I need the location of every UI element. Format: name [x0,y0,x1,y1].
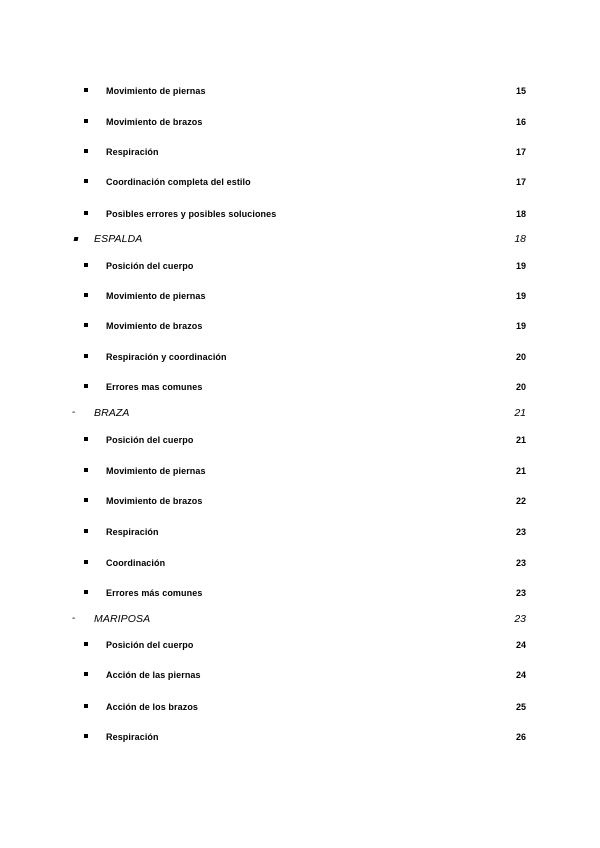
toc-page-number: 18 [514,233,526,245]
toc-item-row[interactable] [0,380,600,394]
toc-page-number: 19 [515,261,526,271]
toc-entry-label: Posición del cuerpo [106,435,194,445]
square-bullet-icon [84,529,88,533]
toc-page-number: 26 [515,732,526,742]
square-bullet-icon [84,293,88,297]
toc-item-row[interactable] [0,84,600,98]
square-bullet-icon [84,560,88,564]
square-bullet-icon [84,590,88,594]
toc-entry-label: BRAZA [94,407,130,419]
toc-page-number: 23 [515,588,526,598]
toc-page-number: 18 [515,209,526,219]
toc-entry-label: Posibles errores y posibles soluciones [106,209,277,219]
toc-item-row[interactable] [0,494,600,508]
toc-page-number: 24 [515,640,526,650]
toc-item-row[interactable] [0,259,600,273]
square-bullet-icon [84,354,88,358]
toc-page-number: 23 [514,613,526,625]
toc-item-row[interactable] [0,730,600,744]
toc-item-row[interactable] [0,175,600,189]
square-bullet-icon [84,734,88,738]
toc-page-number: 21 [515,466,526,476]
toc-page-number: 23 [515,558,526,568]
toc-entry-label: Acción de los brazos [106,702,199,712]
toc-entry-label: Respiración y coordinación [106,352,227,362]
toc-page-number: 25 [515,702,526,712]
toc-entry-label: Movimiento de piernas [106,291,206,301]
toc-entry-label: Errores mas comunes [106,382,203,392]
square-bullet-icon [84,88,88,92]
toc-page-number: 19 [515,321,526,331]
toc-page-number: 15 [515,86,526,96]
square-bullet-icon [84,437,88,441]
toc-item-row[interactable] [0,556,600,570]
square-bullet-icon [84,263,88,267]
toc-item-row[interactable] [0,586,600,600]
toc-item-row[interactable] [0,145,600,159]
toc-entry-label: Movimiento de piernas [106,466,206,476]
toc-entry-label: Movimiento de piernas [106,86,206,96]
square-bullet-icon [84,468,88,472]
square-bullet-icon [84,704,88,708]
toc-item-row[interactable] [0,700,600,714]
toc-page-number: 16 [515,117,526,127]
dash-bullet-icon: - [72,407,76,418]
toc-item-row[interactable] [0,433,600,447]
toc-entry-label: Coordinación completa del estilo [106,177,251,187]
toc-item-row[interactable] [0,319,600,333]
toc-page-number: 20 [515,352,526,362]
toc-entry-label: Posición del cuerpo [106,640,194,650]
toc-item-row[interactable] [0,115,600,129]
toc-section-row[interactable] [0,406,600,420]
toc-entry-label: Posición del cuerpo [106,261,194,271]
toc-entry-label: Errores más comunes [106,588,203,598]
square-bullet-icon [74,237,79,241]
toc-page-number: 20 [515,382,526,392]
toc-page-number: 17 [515,147,526,157]
toc-page-number: 23 [515,527,526,537]
toc-entry-label: Acción de las piernas [106,670,201,680]
dash-bullet-icon: - [72,613,76,624]
toc-page-number: 21 [514,407,526,419]
toc-page-number: 22 [515,496,526,506]
square-bullet-icon [84,642,88,646]
toc-entry-label: MARIPOSA [94,613,151,625]
square-bullet-icon [84,498,88,502]
toc-entry-label: Movimiento de brazos [106,321,203,331]
toc-item-row[interactable] [0,668,600,682]
toc-item-row[interactable] [0,525,600,539]
toc-item-row[interactable] [0,350,600,364]
toc-page-number: 21 [515,435,526,445]
toc-page-number: 19 [515,291,526,301]
square-bullet-icon [84,179,88,183]
toc-item-row[interactable] [0,638,600,652]
toc-entry-label: Respiración [106,527,159,537]
square-bullet-icon [84,211,88,215]
toc-entry-label: ESPALDA [94,233,143,245]
square-bullet-icon [84,323,88,327]
toc-entry-label: Respiración [106,732,159,742]
square-bullet-icon [84,149,88,153]
toc-entry-label: Respiración [106,147,159,157]
toc-section-row[interactable] [0,612,600,626]
toc-entry-label: Coordinación [106,558,166,568]
toc-page-number: 17 [515,177,526,187]
toc-section-row[interactable] [0,232,600,246]
toc-item-row[interactable] [0,464,600,478]
toc-item-row[interactable] [0,207,600,221]
square-bullet-icon [84,119,88,123]
toc-entry-label: Movimiento de brazos [106,117,203,127]
square-bullet-icon [84,672,88,676]
square-bullet-icon [84,384,88,388]
toc-entry-label: Movimiento de brazos [106,496,203,506]
toc-page-number: 24 [515,670,526,680]
toc-item-row[interactable] [0,289,600,303]
